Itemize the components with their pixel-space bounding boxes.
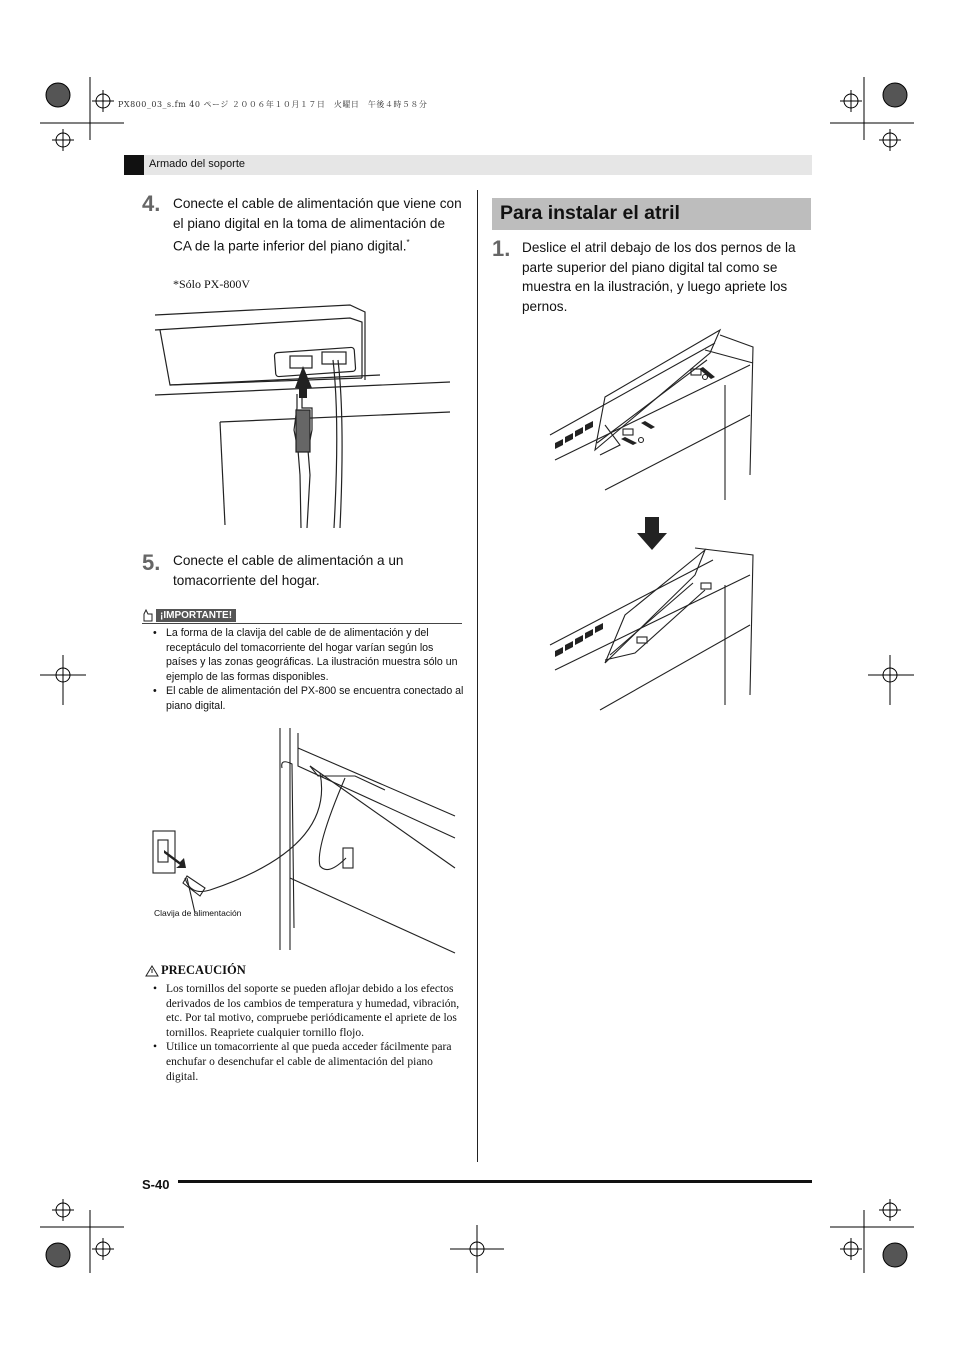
warning-icon <box>145 965 159 977</box>
right-heading-text: Para instalar el atril <box>500 202 680 224</box>
column-divider <box>477 190 478 1162</box>
footer-rule <box>178 1180 812 1183</box>
step-4-marker: * <box>406 238 410 248</box>
important-item: • La forma de la clavija del cable de de alimentación y del receptáculo del tomacorriente del hogar varían según los países y las zonas geográficas. La ilustración muestra sólo un ejemplo de las formas disponibles. <box>142 626 464 684</box>
caution-item: • Utilice un tomacorriente al que pueda acceder fácilmente para enchufar o desenchufar el cable de alimentación del piano digital. <box>142 1040 464 1084</box>
step-4-text <box>173 194 463 256</box>
step-5-number: 5. <box>142 550 161 575</box>
music-stand-before-illustration <box>545 325 760 505</box>
printer-info: PX800_03_s.fm 40 ページ ２００６年１０月１７日 火曜日 午後４時５８分 <box>118 100 428 109</box>
step-5-text: Conecte el cable de alimentación a un tomacorriente del hogar. <box>173 553 404 588</box>
music-stand-after-illustration <box>545 545 760 715</box>
caution-item: • Los tornillos del soporte se pueden aflojar debido a los efectos derivados de los cambios de temperatura y humedad, vibración, etc. Por tal motivo, compruebe periódicamente el apriete de los tornillos. Reapriete cualquier tornillo flojo. <box>142 982 464 1040</box>
step-4-number: 4. <box>142 191 161 216</box>
right-step-1-text: Deslice el atril debajo de los dos pernos de la parte superior del piano digital tal como se muestra en la ilustración, y luego apriete los pernos. <box>522 240 796 314</box>
caution-list <box>142 982 464 1084</box>
section-header-text: Armado del soporte <box>149 158 245 170</box>
hand-icon <box>142 608 154 622</box>
outlet-illustration <box>150 728 470 958</box>
section-header-block <box>124 155 144 175</box>
important-list <box>142 626 464 714</box>
important-item: • El cable de alimentación del PX-800 se encuentra conectado al piano digital. <box>142 684 464 713</box>
step-4-body: Conecte el cable de alimentación que viene con el piano digital en la toma de alimentación de CA de la parte inferior del piano digital. <box>173 196 462 254</box>
right-heading <box>492 198 811 230</box>
page-number: S-40 <box>142 1177 170 1192</box>
caution-title: PRECAUCIÓN <box>161 963 246 977</box>
right-step-1-number: 1. <box>492 236 511 261</box>
section-header <box>124 155 812 175</box>
important-label: ¡IMPORTANTE! <box>156 609 236 622</box>
power-inlet-illustration <box>150 300 470 530</box>
step-4-footnote: *Sólo PX-800V <box>173 277 251 291</box>
important-badge <box>142 607 462 624</box>
figure-caption: Clavija de alimentación <box>154 908 242 918</box>
